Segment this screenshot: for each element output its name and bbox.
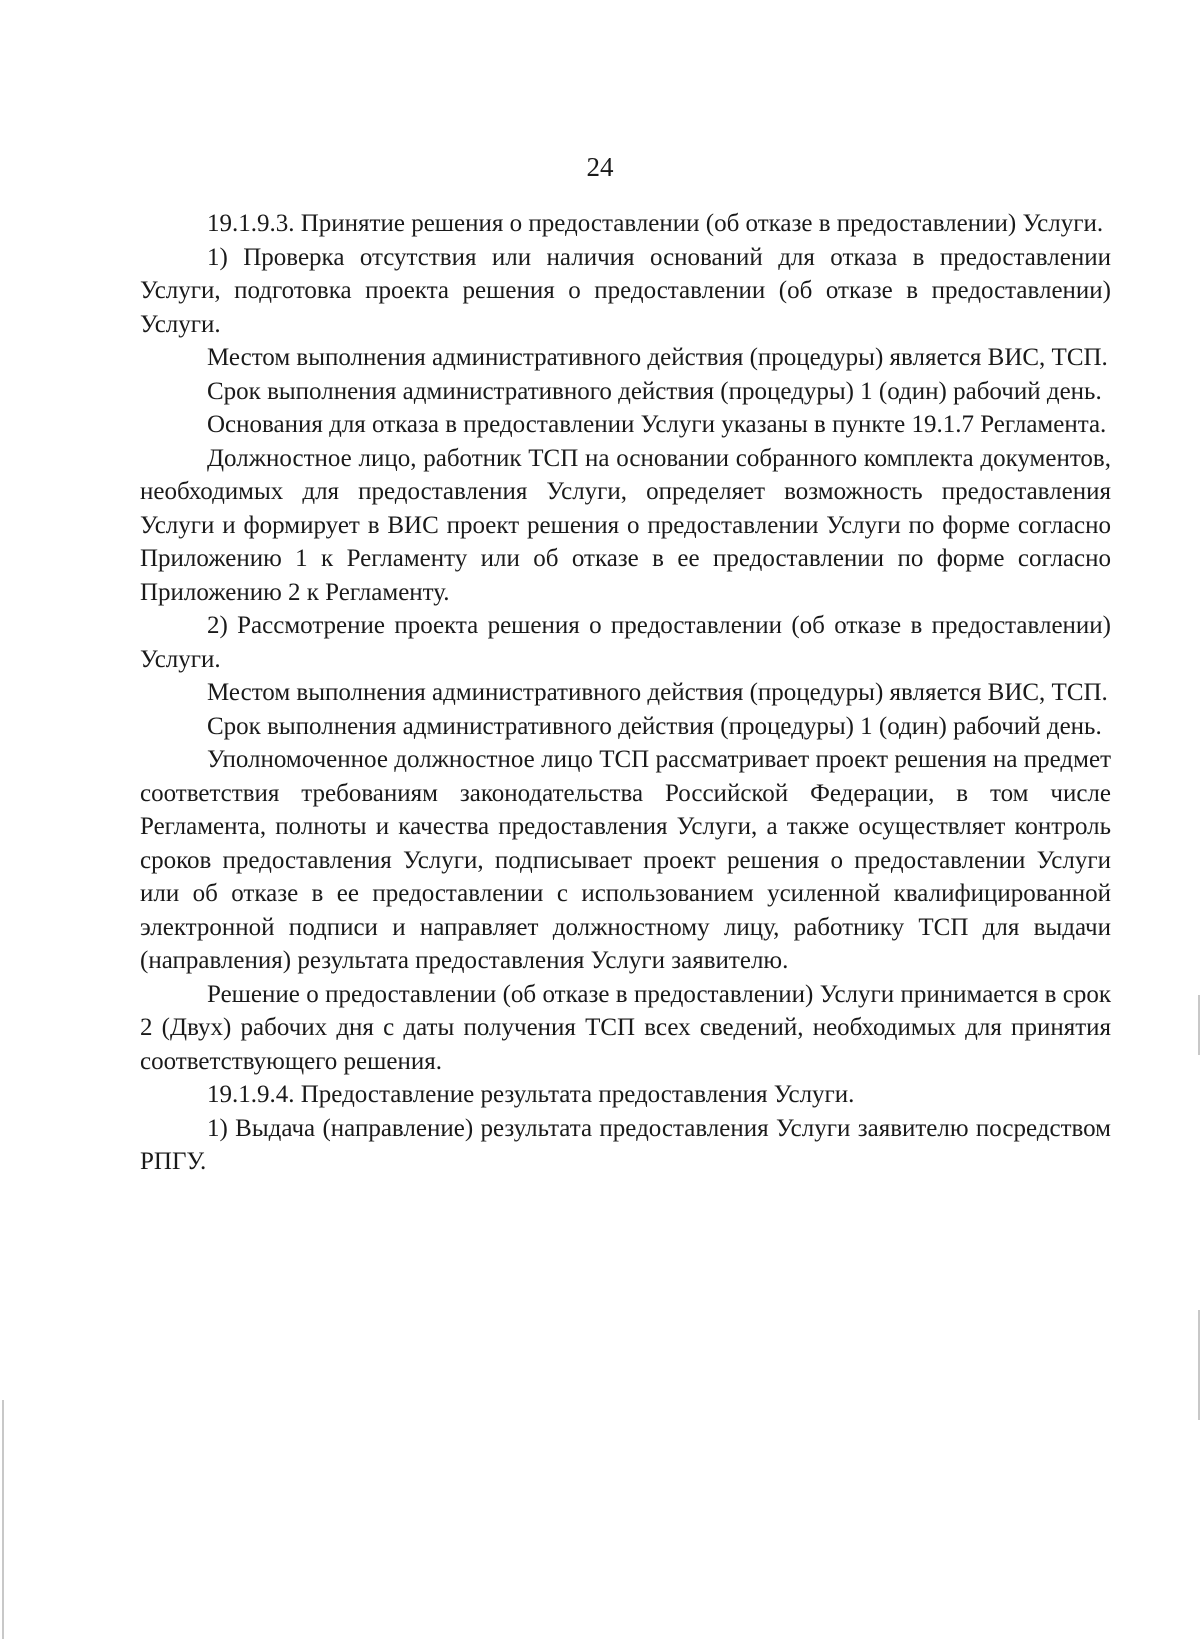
- paragraph-official-forms-draft: Должностное лицо, работник ТСП на основании собранного комплекта документов, необходимых для предоставления Услуги, определяет возможность предоставления Услуги и формирует в ВИС проект решения о предоставлении Услуги по форме согласно Приложению 1 к Регламенту или об отказе в ее предоставлении по форме согласно Приложению 2 к Регламенту.: [140, 444, 1111, 606]
- paragraph-execution-term-2: Срок выполнения административного действия (процедуры) 1 (один) рабочий день.: [207, 712, 1102, 740]
- paragraph-place-of-execution-2: Местом выполнения административного действия (процедуры) является ВИС, ТСП.: [207, 679, 1108, 706]
- paragraph-place-of-execution-1: Местом выполнения административного действия (процедуры) является ВИС, ТСП.: [207, 344, 1108, 371]
- paragraph-result-delivery: 1) Выдача (направление) результата предоставления Услуги заявителю посредством РПГУ.: [140, 1114, 1111, 1175]
- paragraph-review-draft: 2) Рассмотрение проекта решения о предоставлении (об отказе в предоставлении) Услуги.: [140, 612, 1111, 673]
- paragraph-authorized-official-review: Уполномоченное должностное лицо ТСП рассматривает проект решения на предмет соответствия требованиям законодательства Российской Федерации, в том числе Регламента, полноты и качества предоставления Услуги, а также осуществляет контроль сроков предоставления Услуги, подписывает проект решения о предоставлении Услуги или об отказе в ее предоставлении с использованием усиленной квалифицированной электронной подписи и направляет должностному лицу, работнику ТСП для выдачи (направления) результата предоставления Услуги заявителю.: [140, 746, 1111, 974]
- paragraph-decision-term: Решение о предоставлении (об отказе в предоставлении) Услуги принимается в срок 2 (Двух) рабочих дня с даты получения ТСП всех сведений, необходимых для принятия соответствующего решения.: [140, 980, 1111, 1075]
- page-number: 24: [586, 152, 614, 182]
- scan-edge-left: [2, 1400, 4, 1639]
- paragraph-execution-term-1: Срок выполнения административного действия (процедуры) 1 (один) рабочий день.: [207, 377, 1102, 405]
- paragraph-refusal-grounds: Основания для отказа в предоставлении Услуги указаны в пункте 19.1.7 Регламента.: [207, 411, 1107, 438]
- paragraph-section-19-1-9-4-heading: 19.1.9.4. Предоставление результата предоставления Услуги.: [207, 1081, 855, 1108]
- document-body: [140, 207, 1111, 1179]
- paragraph-section-19-1-9-3-heading: 19.1.9.3. Принятие решения о предоставлении (об отказе в предоставлении) Услуги.: [207, 210, 1104, 237]
- paragraph-check-grounds: 1) Проверка отсутствия или наличия оснований для отказа в предоставлении Услуги, подготовка проекта решения о предоставлении (об отказе в предоставлении) Услуги.: [140, 243, 1111, 338]
